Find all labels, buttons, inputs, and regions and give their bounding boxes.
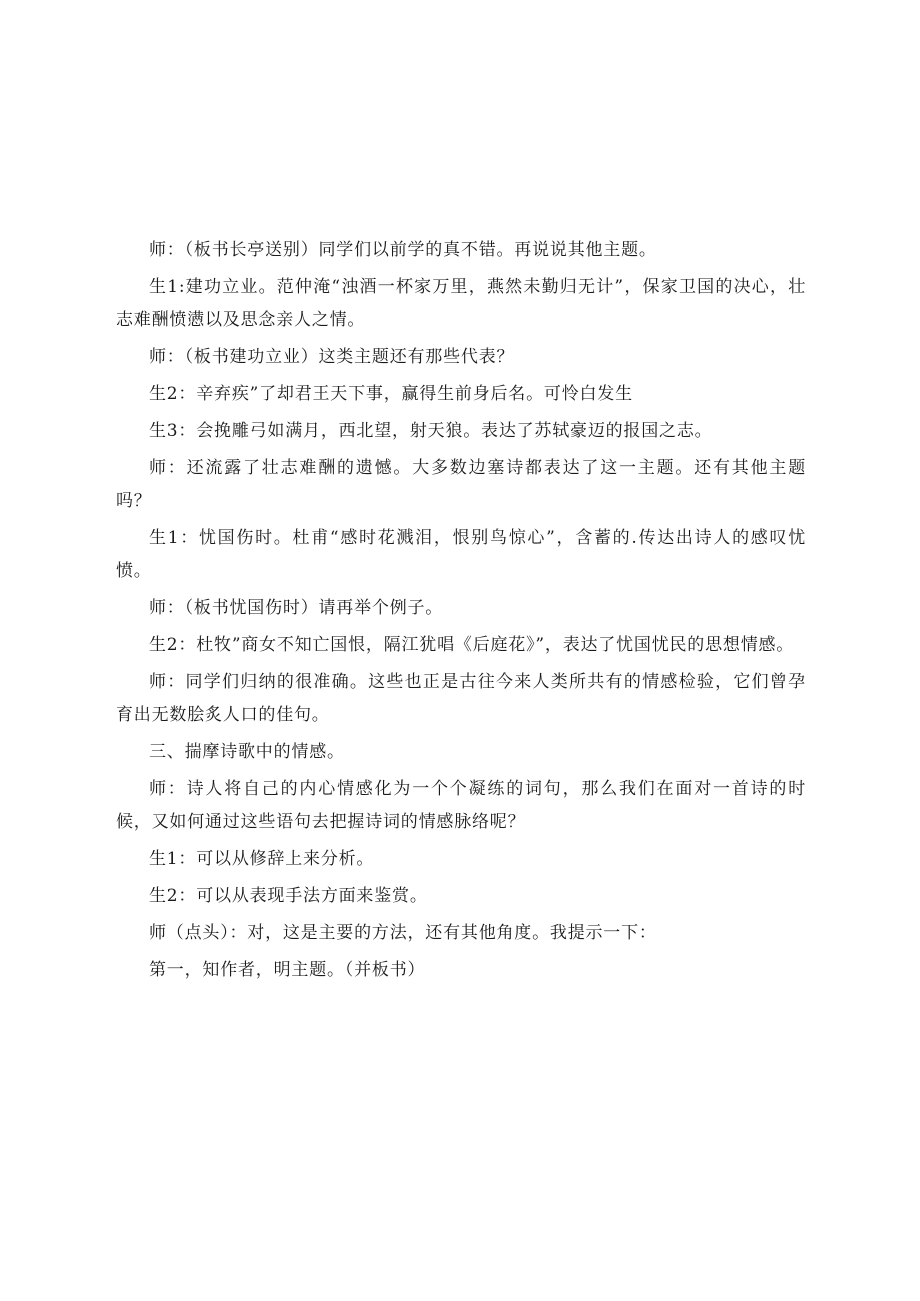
paragraph: 生3：会挽雕弓如满月，西北望，射天狼。表达了苏轼豪迈的报国之志。	[149, 421, 713, 441]
paragraph: 师：（板书长亭送别）同学们以前学的真不错。再说说其他主题。	[149, 240, 657, 260]
document-body	[116, 234, 806, 991]
paragraph: 生2：辛弃疾”了却君王天下事，赢得生前身后名。可怜白发生	[149, 384, 633, 404]
paragraph: 师：还流露了壮志难酬的遗憾。大多数边塞诗都表达了这一主题。还有其他主题吗？	[116, 458, 806, 511]
paragraph: 第一，知作者，明主题。（并板书）	[149, 960, 426, 980]
paragraph: 师：（板书忧国伤时）请再举个例子。	[149, 598, 444, 618]
paragraph: 生1:建功立业。范仲淹“浊酒一杯家万里，燕然未勤归无计”，保家卫国的决心，壮志难酬愤懑以及思念亲人之情。	[116, 277, 806, 330]
paragraph: 生1：可以从修辞上来分析。	[149, 849, 375, 869]
paragraph: 生2：杜牧”商女不知亡国恨，隔江犹唱《后庭花》”，表达了忧国忧民的思想情感。	[149, 635, 795, 655]
paragraph: 师：诗人将自己的内心情感化为一个个凝练的词句，那么我们在面对一首诗的时候，又如何通过这些语句去把握诗词的情感脉络呢？	[116, 779, 806, 832]
section-heading: 三、揣摩诗歌中的情感。	[149, 742, 345, 762]
paragraph: 生1：忧国伤时。杜甫“感时花溅泪，恨别鸟惊心”，含蓄的.传达出诗人的感叹忧愤。	[116, 528, 806, 581]
paragraph: 师：同学们归纳的很准确。这些也正是古往今来人类所共有的情感检验，它们曾孕育出无数脍炙人口的佳句。	[116, 672, 806, 725]
paragraph: 师：（板书建功立业）这类主题还有那些代表？	[149, 347, 515, 367]
paragraph: 师（点头）：对，这是主要的方法，还有其他角度。我提示一下：	[149, 923, 657, 943]
paragraph: 生2：可以从表现手法方面来鉴赏。	[149, 886, 428, 906]
